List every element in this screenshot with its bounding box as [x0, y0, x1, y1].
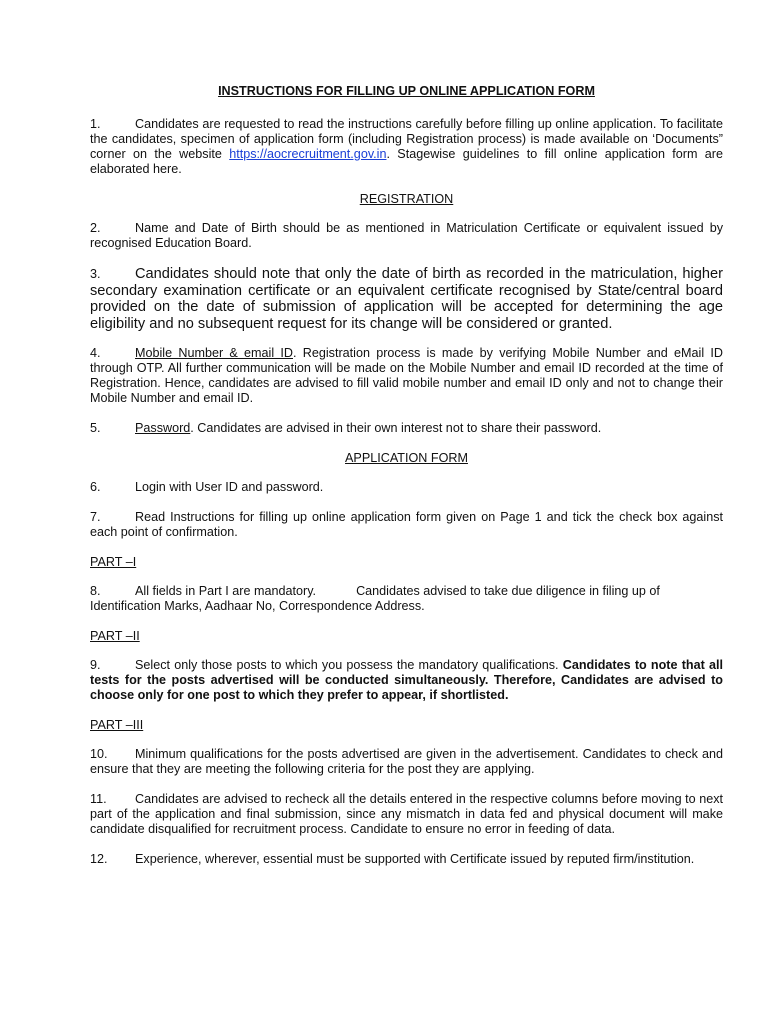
instruction-item-6	[90, 480, 723, 495]
instruction-item-10	[90, 747, 723, 777]
item-number: 2.	[90, 221, 101, 235]
item-label: Mobile Number & email ID	[135, 346, 293, 361]
item-number: 8.	[90, 584, 101, 599]
instruction-item-2	[90, 221, 723, 251]
website-link[interactable]: https://aocrecruitment.gov.in	[229, 147, 387, 161]
item-text: Read Instructions for filling up online application form given on Page 1 and tick the check box against each point of confirmation.	[90, 510, 723, 540]
item-text: . Registration process is made by verifying Mobile Number and eMail ID through OTP. All further communication will be made on the Mobile Number and email ID recorded at the time of Registration. Hence, candidates are advised to fill valid mobile number and email ID only and not to change their Mobile Number and email ID.	[90, 346, 723, 406]
item-text: Experience, wherever, essential must be supported with Certificate issued by reputed firm/institution.	[135, 852, 695, 867]
item-number: 6.	[90, 480, 101, 495]
item-text: Candidates are requested to read the instructions carefully before filling up online application. To facilitate the candidates, specimen of application form (including Registration process) is made available on ‘Documents” corner on the website	[90, 117, 723, 161]
instruction-item-8	[90, 584, 723, 614]
item-label: Password	[135, 421, 191, 436]
item-number: 7.	[90, 510, 101, 525]
document-title: INSTRUCTIONS FOR FILLING UP ONLINE APPLICATION FORM	[218, 84, 595, 98]
item-text-continued: Candidates advised to take due diligence in filing up of Identification Marks, Aadhaar No, Correspondence Address.	[90, 584, 660, 614]
instruction-item-9	[90, 658, 723, 703]
section-heading-application-form: APPLICATION FORM	[345, 451, 468, 466]
instruction-item-5	[90, 421, 723, 436]
item-number: 4.	[90, 346, 101, 361]
item-text: Candidates should note that only the date of birth as recorded in the matriculation, higher secondary examination certificate or an equivalent certificate recognised by State/central board provided on the date of submission of application will be accepted for determining the age eligibility and no subsequent request for its change will be considered or granted.	[90, 266, 723, 332]
document-body	[90, 84, 723, 882]
item-text: All fields in Part I are mandatory.	[135, 584, 317, 599]
item-text: Candidates are advised to recheck all the details entered in the respective columns before moving to next part of the application and final submission, since any mismatch in data fed and physical document will make candidate disqualified for recruitment process. Candidate to ensure no error in feeding of data.	[90, 792, 723, 837]
item-number: 11.	[90, 792, 107, 807]
instruction-item-7	[90, 510, 723, 540]
item-number: 5.	[90, 421, 101, 436]
item-text-continued: . Stagewise guidelines to fill online application form are elaborated here.	[90, 147, 723, 176]
item-text: Select only those posts to which you possess the mandatory qualifications.	[135, 658, 563, 673]
item-number: 10.	[90, 747, 108, 762]
item-bold-note: Candidates to note that all tests for the posts advertised will be conducted simultaneously. Therefore, Candidates are advised to choose only for one post to which they prefer to appear, if shortlisted.	[90, 658, 723, 703]
item-text: Name and Date of Birth should be as mentioned in Matriculation Certificate or equivalent issued by recognised Education Board.	[90, 221, 723, 250]
instruction-item-4	[90, 346, 723, 406]
instruction-item-11	[90, 792, 723, 837]
item-number: 12.	[90, 852, 108, 867]
instruction-item-1	[90, 117, 723, 177]
item-text: Login with User ID and password.	[135, 480, 324, 495]
section-heading-registration: REGISTRATION	[359, 192, 454, 206]
item-number: 9.	[90, 658, 101, 673]
item-number: 1.	[90, 117, 101, 131]
part-heading-1: PART –I	[90, 555, 137, 570]
instruction-item-12	[90, 852, 723, 867]
item-text: Minimum qualifications for the posts advertised are given in the advertisement. Candidates to check and ensure that they are meeting the following criteria for the post they are applying.	[90, 747, 723, 777]
part-heading-3: PART –III	[90, 718, 144, 733]
item-number: 3.	[90, 267, 101, 281]
instruction-item-3	[90, 266, 723, 332]
item-text: . Candidates are advised in their own interest not to share their password.	[190, 421, 602, 436]
part-heading-2: PART –II	[90, 629, 140, 644]
